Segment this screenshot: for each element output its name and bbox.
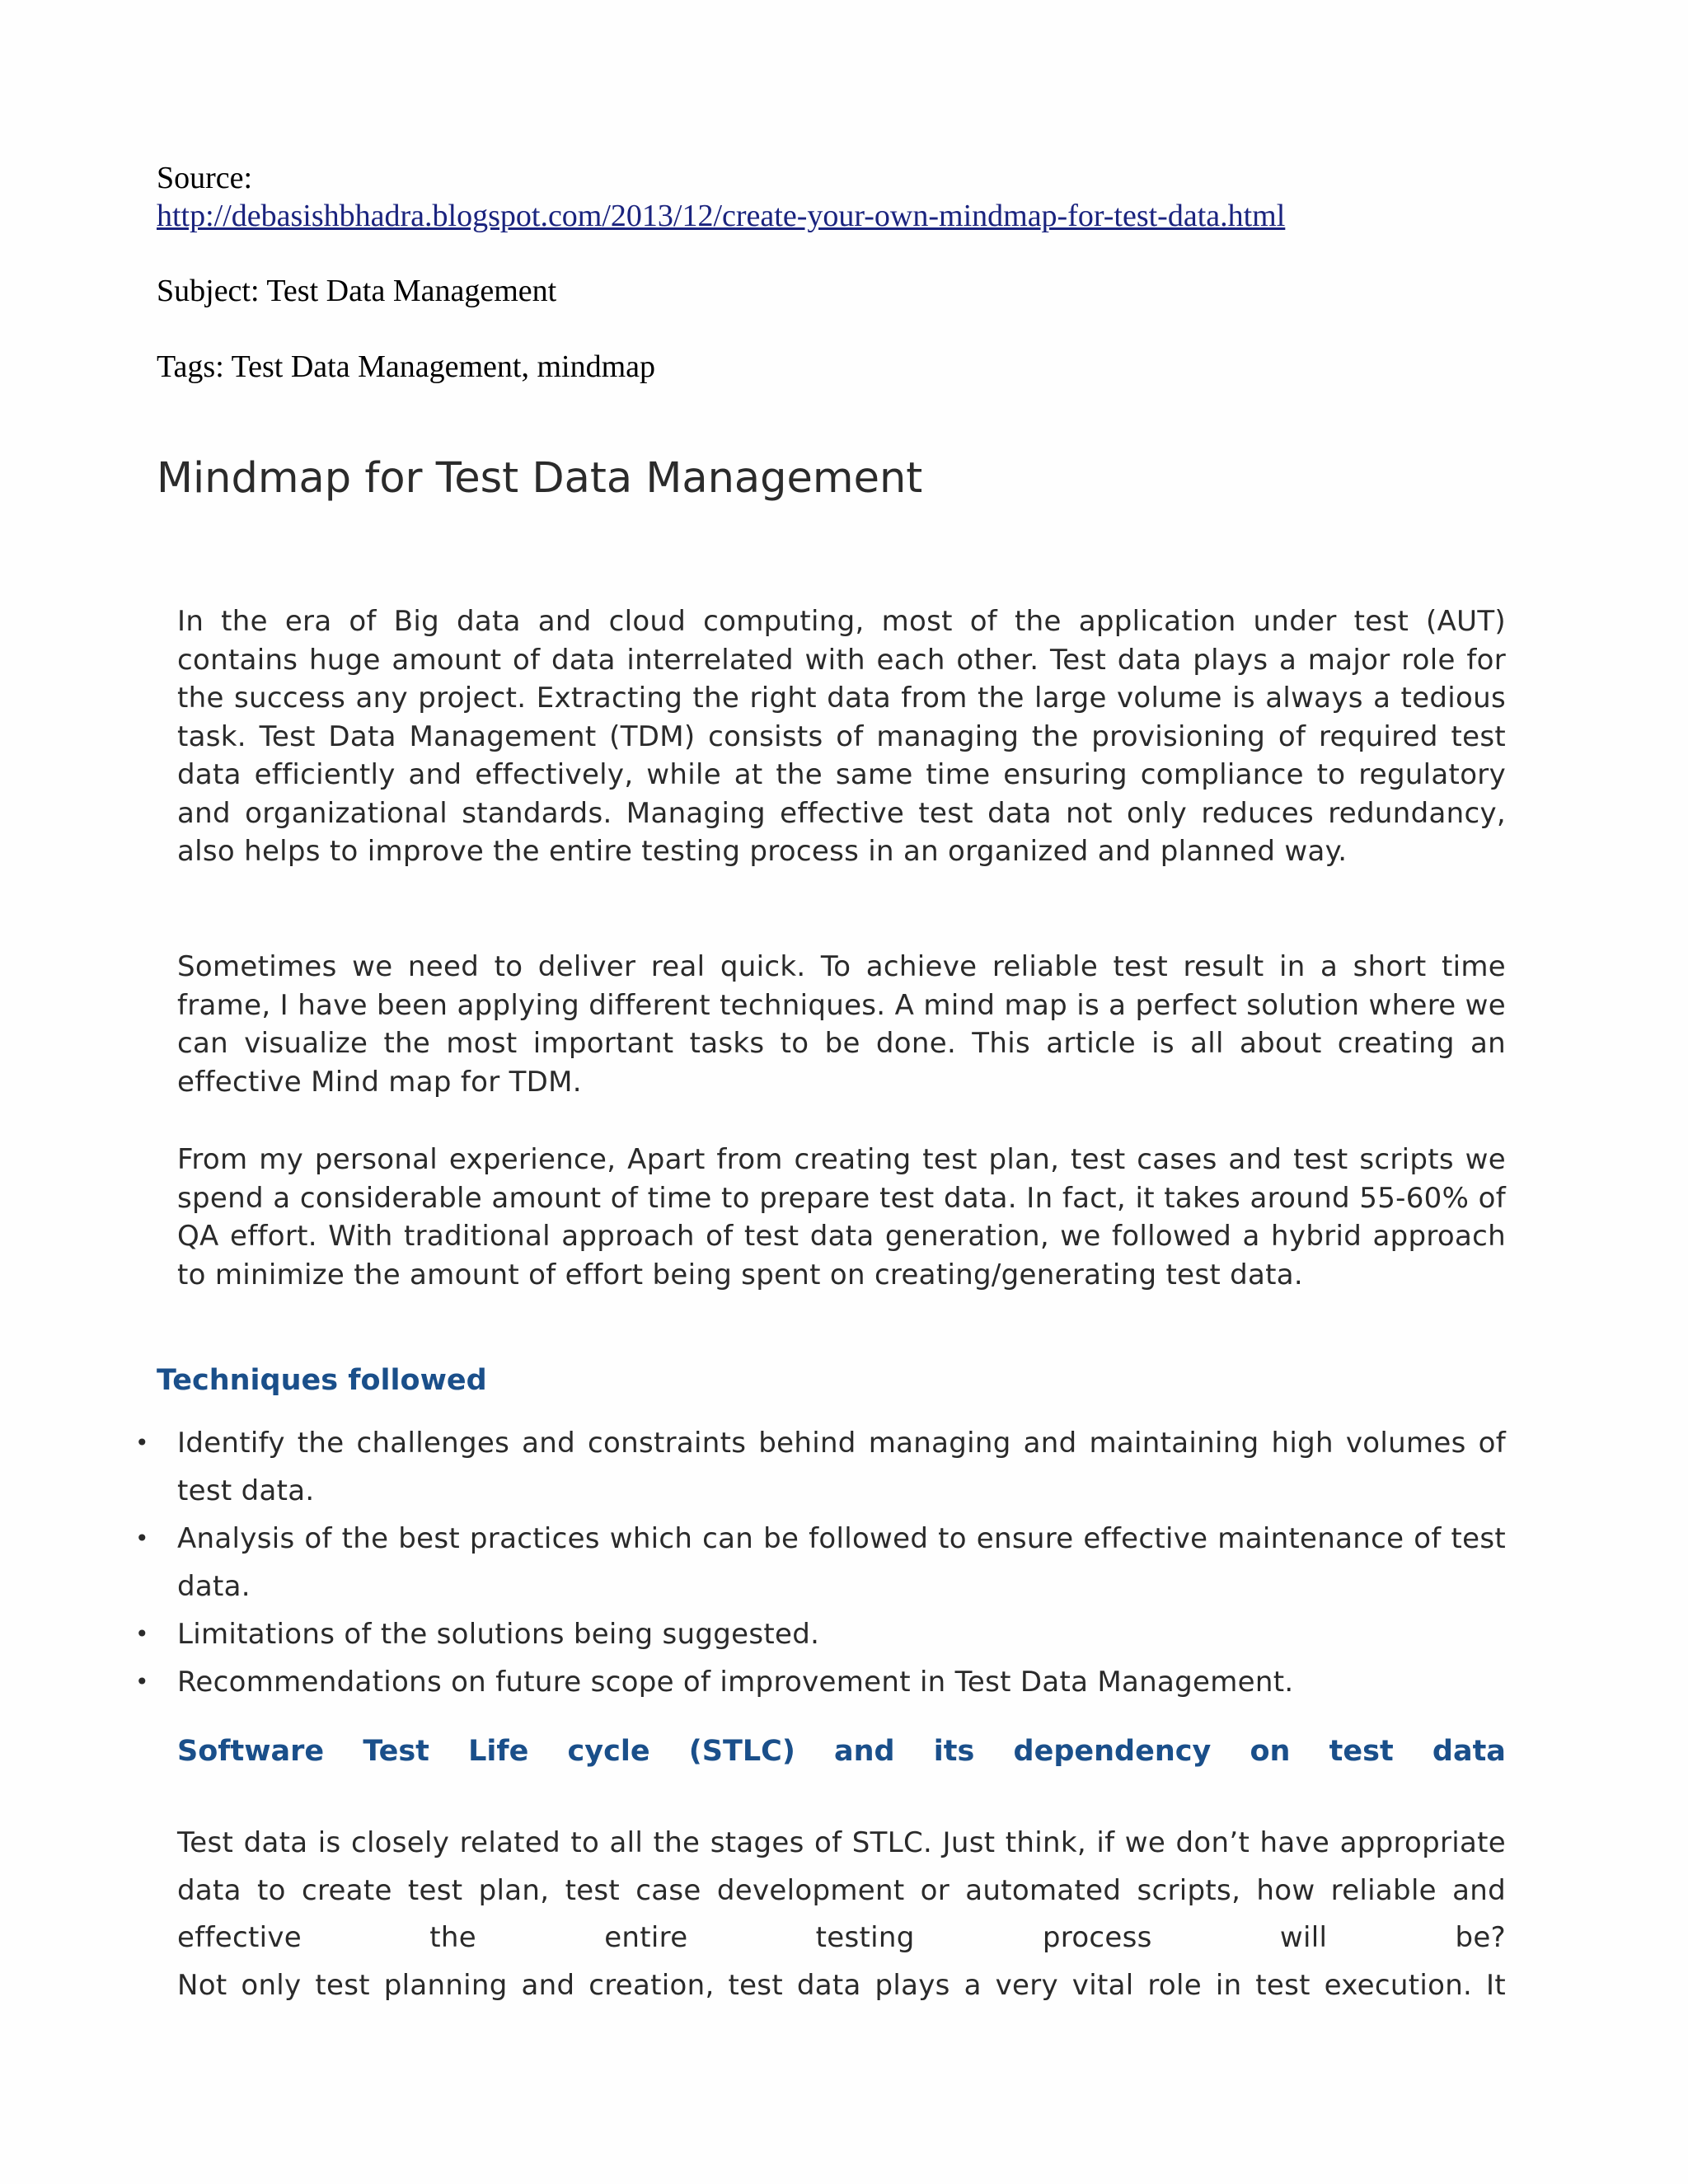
subject-line: Subject: Test Data Management <box>157 274 557 308</box>
techniques-heading: Techniques followed <box>157 1364 487 1397</box>
intro-paragraph-1: In the era of Big data and cloud computing, most of the application under test (AUT) contains huge amount of data interrelated with each other. Test data plays a major role for the success any project. Extracting the right data from the large volume is always a tedious task. Test Data Management (TDM) consists of managing the provisioning of required test data efficiently and effectively, while at the same time ensuring compliance to regulatory and organizational standards. Managing effective test data not only reduces redundancy, also helps to improve the entire testing process in an organized and planned way. <box>177 605 1506 868</box>
stlc-paragraph <box>177 1820 1506 2009</box>
stlc-heading-word: (STLC) <box>688 1735 795 1768</box>
stlc-line: Test data is closely related to all the stages of STLC. Just think, if we don’t have appropriate <box>177 1826 1506 1859</box>
stlc-line: data to create test plan, test case development or automated scripts, how reliable and <box>177 1873 1506 1907</box>
intro-paragraph-3: From my personal experience, Apart from creating test plan, test cases and test scripts we spend a considerable amount of time to prepare test data. In fact, it takes around 55-60% of QA effort. With traditional approach of test data generation, we followed a hybrid approach to minimize the amount of effort being spent on creating/generating test data. <box>177 1143 1506 1291</box>
list-item <box>124 1610 1506 1658</box>
stlc-heading-word: dependency <box>1013 1735 1212 1768</box>
list-item <box>124 1515 1506 1610</box>
bullet-icon: • <box>135 1525 149 1552</box>
techniques-list <box>124 1419 1506 1706</box>
list-item-text: Identify the challenges and constraints behind managing and maintaining high volumes of test data. <box>177 1427 1506 1507</box>
bullet-icon: • <box>135 1668 149 1695</box>
stlc-heading-word: test <box>1329 1735 1394 1768</box>
list-item-text: Analysis of the best practices which can be followed to ensure effective maintenance of test data. <box>177 1522 1506 1603</box>
tags-line: Tags: Test Data Management, mindmap <box>157 349 655 384</box>
intro-paragraph-2: Sometimes we need to deliver real quick. To achieve reliable test result in a short time frame, I have been applying different techniques. A mind map is a perfect solution where we can visualize the most important tasks to be done. This article is all about creating an effective Mind map for TDM. <box>177 950 1506 1099</box>
source-link[interactable]: http://debasishbhadra.blogspot.com/2013/12/create-your-own-mindmap-for-test-data.html <box>157 199 1286 233</box>
bullet-icon: • <box>135 1429 149 1456</box>
source-label: Source: <box>157 161 253 195</box>
stlc-heading-word: Software <box>177 1735 325 1768</box>
bullet-icon: • <box>135 1620 149 1647</box>
stlc-heading-word: data <box>1432 1735 1506 1768</box>
article-title: Mindmap for Test Data Management <box>157 454 923 503</box>
stlc-heading-word: its <box>933 1735 975 1768</box>
stlc-heading-word: Life <box>468 1735 529 1768</box>
stlc-line: Not only test planning and creation, test data plays a very vital role in test execution. It <box>177 1968 1506 2002</box>
stlc-heading-word: Test <box>363 1735 429 1768</box>
list-item-text: Recommendations on future scope of improvement in Test Data Management. <box>177 1666 1294 1699</box>
stlc-heading <box>177 1732 1506 1770</box>
list-item-text: Limitations of the solutions being suggested. <box>177 1618 820 1651</box>
stlc-heading-word: cycle <box>567 1735 650 1768</box>
list-item <box>124 1658 1506 1706</box>
stlc-line: effective the entire testing process will be? <box>177 1921 1506 1954</box>
list-item <box>124 1419 1506 1515</box>
stlc-heading-word: and <box>834 1735 895 1768</box>
stlc-heading-word: on <box>1250 1735 1291 1768</box>
